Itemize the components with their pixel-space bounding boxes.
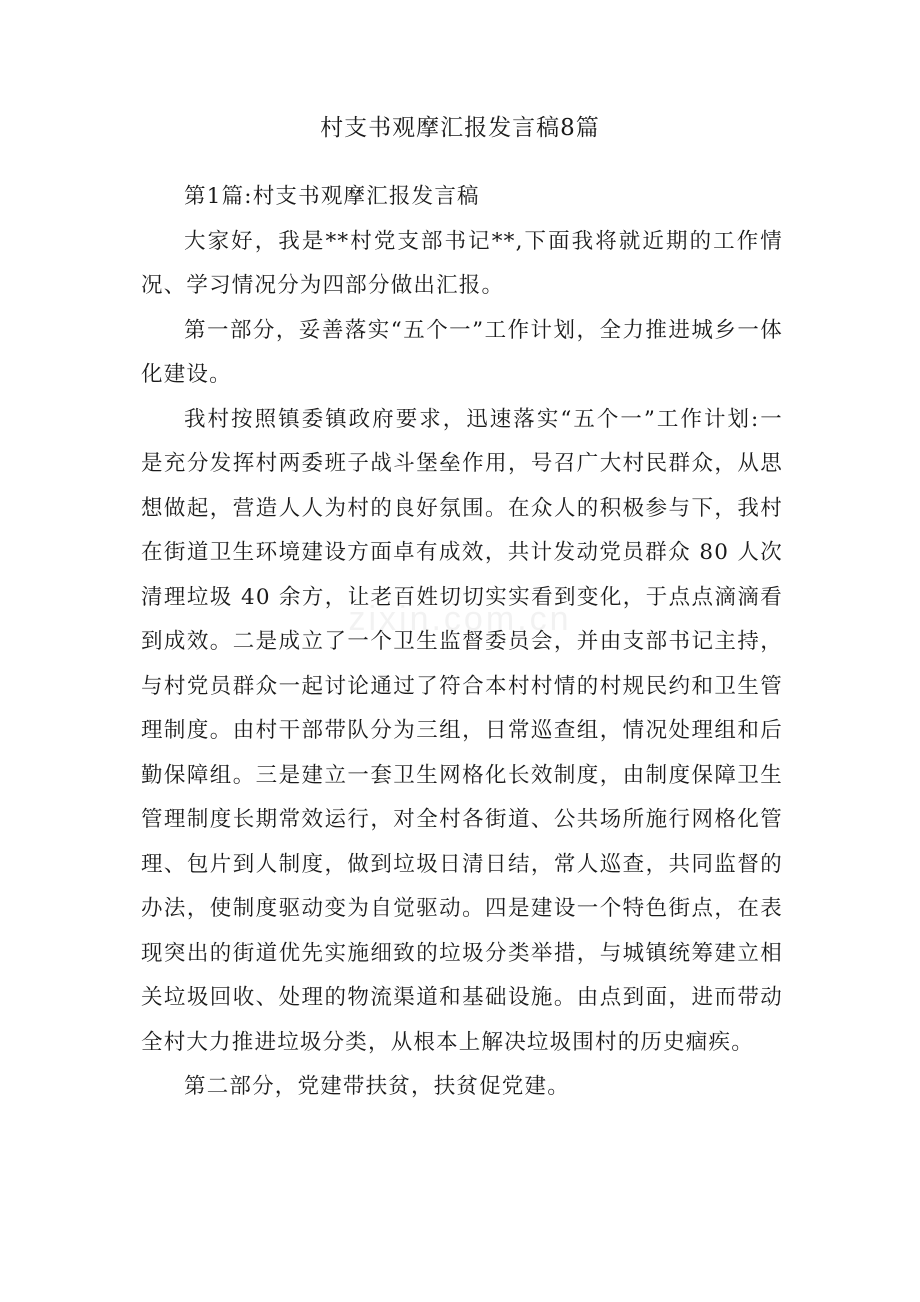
body-paragraph: 第二部分，党建带扶贫，扶贫促党建。 (184, 1074, 570, 1099)
body-paragraph: 第一部分，妥善落实“五个一”工作计划，全力推进城乡一体化建设。 (141, 317, 783, 387)
body-paragraph: 我村按照镇委镇政府要求，迅速落实“五个一”工作计划:一是充分发挥村两委班子战斗堡垒作用，号召广大村民群众，从思想做起，营造人人为村的良好氛围。在众人的积极参与下，我村在街道卫生环境建设方面卓有成效，共计发动党员群众 80 人次清理垃圾 40 余方，让老百姓切切实实看到变化，于点点滴滴看到成效。二是成立了一个卫生监督委员会，并由支部书记主持，与村党员群众一起讨论通过了符合本村村情的村规民约和卫生管理制度。由村干部带队分为三组，日常巡查组，情况处理组和后勤保障组。三是建立一套卫生网格化长效制度，由制度保障卫生管理制度长期常效运行，对全村各街道、公共场所施行网格化管理、包片到人制度，做到垃圾日清日结，常人巡查，共同监督的办法，使制度驱动变为自觉驱动。四是建设一个特色街点，在表现突出的街道优先实施细致的垃圾分类举措，与城镇统筹建立相关垃圾回收、处理的物流渠道和基础设施。由点到面，进而带动全村大力推进垃圾分类，从根本上解决垃圾围村的历史痼疾。 (141, 406, 783, 1055)
section-heading: 第1篇:村支书观摩汇报发言稿 (184, 184, 480, 209)
watermark: zixin.com.cn (348, 600, 572, 638)
document-title: 村支书观摩汇报发言稿8篇 (320, 115, 600, 141)
document-body (141, 175, 783, 1110)
body-paragraph: 大家好，我是**村党支部书记**,下面我将就近期的工作情况、学习情况分为四部分做出汇报。 (141, 228, 783, 298)
